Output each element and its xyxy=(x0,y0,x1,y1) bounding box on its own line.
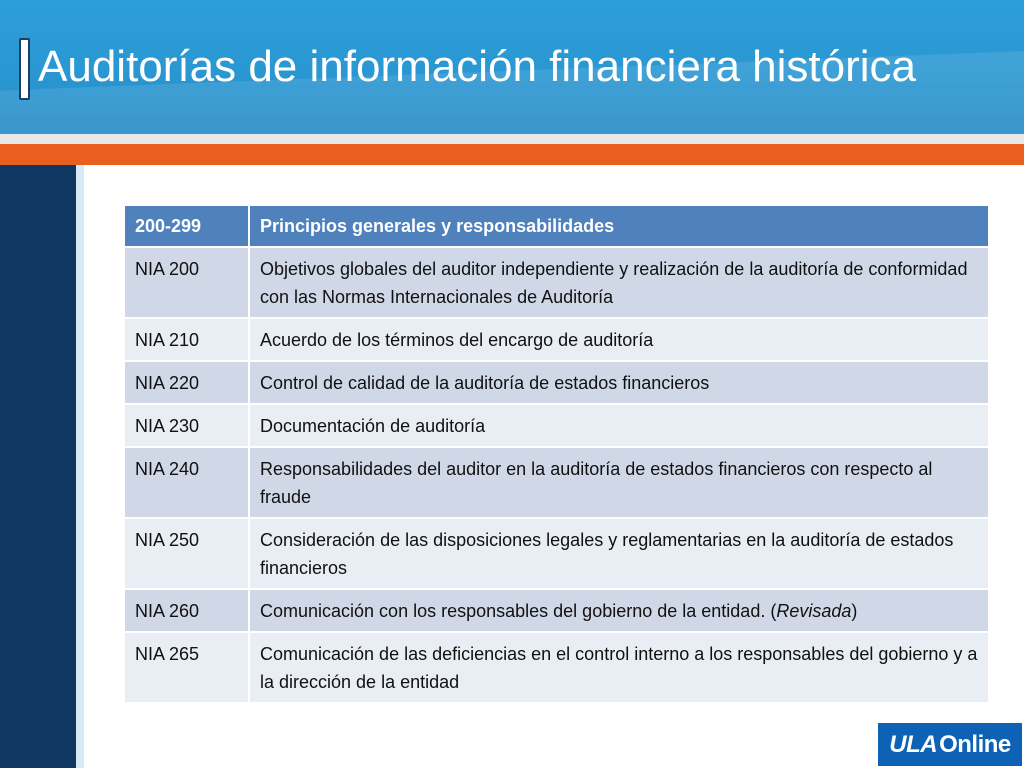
row-description-cell: Comunicación de las deficiencias en el control interno a los responsables del gobierno y a la dirección de la entidad xyxy=(249,632,988,703)
row-code-cell: NIA 260 xyxy=(125,589,249,632)
table-row xyxy=(125,632,988,703)
table-row xyxy=(125,518,988,589)
title-marker-icon xyxy=(19,38,30,100)
table-row xyxy=(125,247,988,318)
logo-brand: ULA xyxy=(889,730,938,758)
row-description-cell xyxy=(249,589,988,632)
row-description-cell: Control de calidad de la auditoría de estados financieros xyxy=(249,361,988,404)
table-row xyxy=(125,589,988,632)
table-row xyxy=(125,361,988,404)
table-row xyxy=(125,404,988,447)
row-code-cell: NIA 220 xyxy=(125,361,249,404)
row-code-cell: NIA 200 xyxy=(125,247,249,318)
row-code-cell: NIA 210 xyxy=(125,318,249,361)
header-description-cell: Principios generales y responsabilidades xyxy=(249,206,988,247)
ula-online-logo xyxy=(876,721,1024,768)
row-code-cell: NIA 240 xyxy=(125,447,249,518)
table-header-row xyxy=(125,206,988,247)
row-description-cell: Objetivos globales del auditor independiente y realización de la auditoría de conformidad con las Normas Internacionales de Auditoría xyxy=(249,247,988,318)
row-description-cell: Consideración de las disposiciones legales y reglamentarias en la auditoría de estados financieros xyxy=(249,518,988,589)
table-row xyxy=(125,447,988,518)
row-description-end: ) xyxy=(851,601,858,621)
slide-title: Auditorías de información financiera histórica xyxy=(38,42,917,91)
table-row xyxy=(125,318,988,361)
left-navy-sidebar xyxy=(0,165,76,768)
header-code-cell: 200-299 xyxy=(125,206,249,247)
row-code-cell: NIA 230 xyxy=(125,404,249,447)
gray-divider-band xyxy=(0,134,1024,144)
row-description-cell: Documentación de auditoría xyxy=(249,404,988,447)
row-description-cell: Responsabilidades del auditor en la auditoría de estados financieros con respecto al fraude xyxy=(249,447,988,518)
logo-suffix: Online xyxy=(939,730,1011,758)
title-banner xyxy=(0,0,1024,134)
logo-text xyxy=(889,731,1011,759)
orange-accent-band xyxy=(0,144,1024,165)
row-description-cell: Acuerdo de los términos del encargo de auditoría xyxy=(249,318,988,361)
nia-table xyxy=(125,206,988,704)
row-description-italic: Revisada xyxy=(776,601,852,621)
row-code-cell: NIA 265 xyxy=(125,632,249,703)
row-description-text: Comunicación con los responsables del gobierno de la entidad. ( xyxy=(260,601,777,621)
row-code-cell: NIA 250 xyxy=(125,518,249,589)
left-sidebar-accent xyxy=(76,165,84,768)
